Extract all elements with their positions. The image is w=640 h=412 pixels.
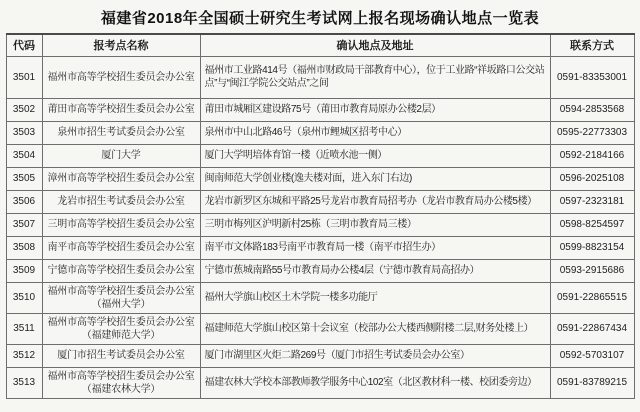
table-row [6,98,634,121]
cell-address: 宁德市蕉城南路55号市教育局办公楼4层（宁德市教育局高招办） [200,259,550,282]
cell-site-name: 南平市高等学校招生委员会办公室 [42,236,200,259]
cell-site-name: 福州市高等学校招生委员会办公室（福建师范大学） [42,313,200,344]
cell-address: 福州大学旗山校区土木学院一楼多功能厅 [200,282,550,313]
cell-address: 莆田市城厢区建设路75号（莆田市教育局原办公楼2层） [200,98,550,121]
table-body [6,56,634,398]
cell-site-name: 厦门大学 [42,144,200,167]
table-header-row [6,34,634,56]
cell-code: 3507 [6,213,42,236]
cell-address: 福建师范大学旗山校区第十会议室（校部办公大楼西侧附楼二层,财务处楼上） [200,313,550,344]
cell-phone: 0591-22865515 [550,282,634,313]
cell-address: 福州市工业路414号（福州市财政局干部教育中心），位于工业路“祥坂路口公交站点”与“闽江学院公交站点”之间 [200,56,550,98]
table-row [6,259,634,282]
confirmation-locations-table [6,33,635,399]
table-row [6,190,634,213]
cell-address: 闽南师范大学创业楼(逸夫楼对面，进入东门右边) [200,167,550,190]
cell-address: 厦门市湖里区火炬二路269号（厦门市招生考试委员会办公室） [200,344,550,367]
cell-phone: 0591-22867434 [550,313,634,344]
cell-code: 3511 [6,313,42,344]
cell-code: 3510 [6,282,42,313]
cell-code: 3504 [6,144,42,167]
page-title: 福建省2018年全国硕士研究生考试网上报名现场确认地点一览表 [100,10,540,27]
cell-address: 福建农林大学校本部教师教学服务中心102室（北区教材科一楼、校团委旁边） [200,367,550,398]
cell-phone: 0598-8254597 [550,213,634,236]
table-row [6,313,634,344]
cell-code: 3513 [6,367,42,398]
cell-site-name: 宁德市高等学校招生委员会办公室 [42,259,200,282]
column-header-site-name: 报考点名称 [42,34,200,56]
column-header-code: 代码 [6,34,42,56]
cell-site-name: 福州市高等学校招生委员会办公室（福建农林大学） [42,367,200,398]
table-row [6,236,634,259]
table-row [6,56,634,98]
cell-phone: 0591-83353001 [550,56,634,98]
cell-site-name: 福州市高等学校招生委员会办公室（福州大学） [42,282,200,313]
cell-code: 3503 [6,121,42,144]
cell-code: 3502 [6,98,42,121]
table-row [6,282,634,313]
table-row [6,213,634,236]
cell-phone: 0592-2184166 [550,144,634,167]
table-row [6,344,634,367]
cell-phone: 0592-5703107 [550,344,634,367]
cell-code: 3509 [6,259,42,282]
cell-phone: 0594-2853568 [550,98,634,121]
table-row [6,367,634,398]
cell-code: 3505 [6,167,42,190]
cell-phone: 0599-8823154 [550,236,634,259]
column-header-address: 确认地点及地址 [200,34,550,56]
cell-phone: 0595-22773303 [550,121,634,144]
cell-phone: 0591-83789215 [550,367,634,398]
cell-address: 三明市梅列区沪明新村25栋（三明市教育局三楼） [200,213,550,236]
cell-phone: 0593-2915686 [550,259,634,282]
cell-address: 泉州市中山北路46号（泉州市鲤城区招考中心） [200,121,550,144]
cell-code: 3512 [6,344,42,367]
table-row [6,144,634,167]
cell-site-name: 泉州市招生考试委员会办公室 [42,121,200,144]
cell-code: 3501 [6,56,42,98]
cell-address: 南平市文体路183号南平市教育局一楼（南平市招生办） [200,236,550,259]
cell-site-name: 三明市高等学校招生委员会办公室 [42,213,200,236]
cell-phone: 0597-2323181 [550,190,634,213]
cell-code: 3506 [6,190,42,213]
cell-address: 厦门大学明培体育馆一楼（近喷水池一侧） [200,144,550,167]
table-row [6,121,634,144]
cell-address: 龙岩市新罗区东城和平路25号龙岩市教育局招考办（龙岩市教育局办公楼5楼） [200,190,550,213]
cell-site-name: 厦门市招生考试委员会办公室 [42,344,200,367]
column-header-contact: 联系方式 [550,34,634,56]
cell-site-name: 莆田市高等学校招生委员会办公室 [42,98,200,121]
cell-site-name: 福州市高等学校招生委员会办公室 [42,56,200,98]
cell-phone: 0596-2025108 [550,167,634,190]
cell-site-name: 漳州市高等学校招生委员会办公室 [42,167,200,190]
cell-code: 3508 [6,236,42,259]
table-row [6,167,634,190]
cell-site-name: 龙岩市招生考试委员会办公室 [42,190,200,213]
